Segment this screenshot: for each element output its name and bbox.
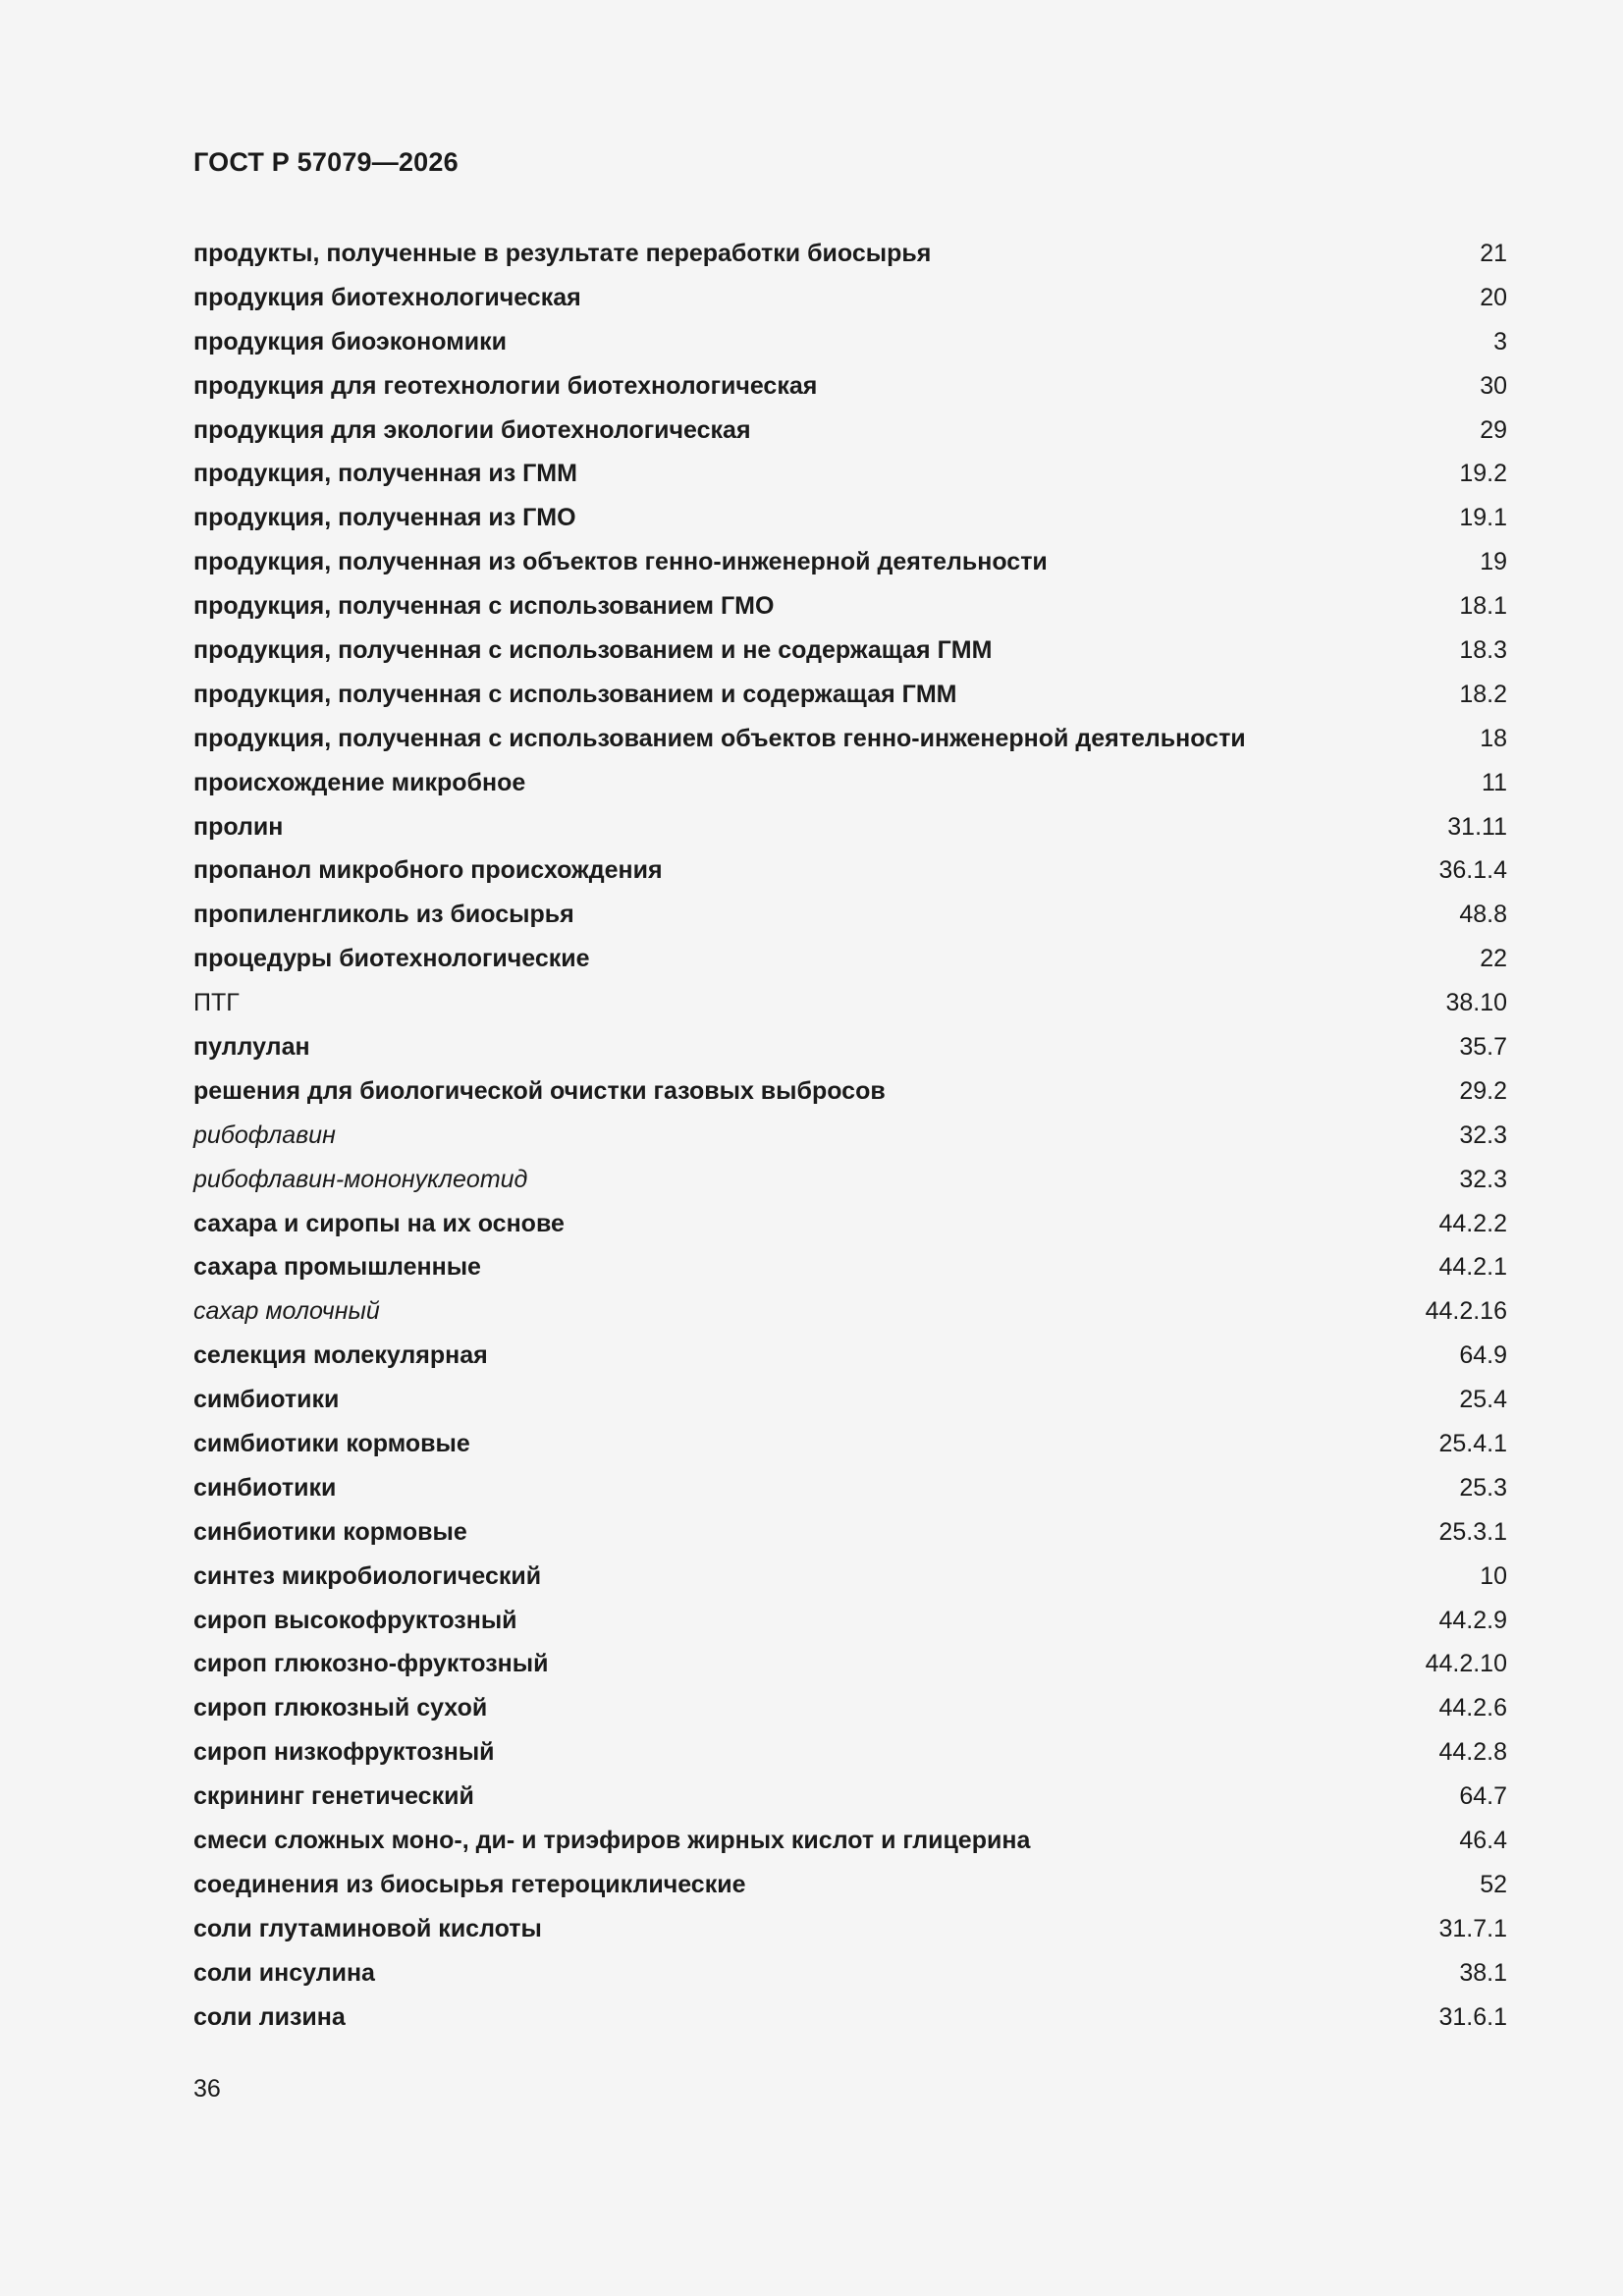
- index-entry: [193, 1422, 1507, 1466]
- index-entry: [193, 629, 1507, 673]
- index-term: симбиотики кормовые: [193, 1429, 470, 1457]
- index-entry: [193, 1069, 1507, 1114]
- index-reference: 18.1: [1459, 592, 1507, 621]
- index-term: соли лизина: [193, 2002, 346, 2031]
- index-term: рибофлавин: [193, 1121, 336, 1149]
- index-reference: 35.7: [1459, 1032, 1507, 1061]
- index-entry: [193, 1466, 1507, 1510]
- index-entry: [193, 761, 1507, 805]
- index-reference: 38.10: [1445, 989, 1507, 1017]
- index-entry: [193, 1510, 1507, 1555]
- index-entry: [193, 1995, 1507, 2040]
- index-reference: 18.2: [1459, 680, 1507, 708]
- index-term: решения для биологической очистки газовых выбросов: [193, 1076, 886, 1105]
- index-entry: [193, 276, 1507, 320]
- index-term: сироп глюкозно-фруктозный: [193, 1650, 549, 1678]
- index-term: процедуры биотехнологические: [193, 945, 590, 973]
- index-entry: [193, 673, 1507, 717]
- index-entry: [193, 1907, 1507, 1951]
- page-number: 36: [193, 2075, 221, 2103]
- index-term: продукция для экологии биотехнологическая: [193, 415, 751, 444]
- index-reference: 19: [1480, 548, 1507, 576]
- index-term: сахар молочный: [193, 1297, 380, 1326]
- index-term: рибофлавин-мононуклеотид: [193, 1165, 528, 1193]
- index-entry: [193, 1202, 1507, 1246]
- index-reference: 44.2.6: [1438, 1694, 1507, 1722]
- index-entry: [193, 409, 1507, 453]
- index-reference: 19.2: [1459, 460, 1507, 488]
- index-entry: [193, 1643, 1507, 1687]
- index-reference: 21: [1480, 239, 1507, 267]
- index-term: продукция биотехнологическая: [193, 283, 581, 311]
- index-entry: [193, 848, 1507, 893]
- index-term: продукция для геотехнологии биотехнологическая: [193, 371, 818, 400]
- index-entry: [193, 1378, 1507, 1422]
- index-term: пролин: [193, 812, 284, 841]
- index-entry: [193, 717, 1507, 761]
- index-term: продукция, полученная из ГМО: [193, 504, 576, 532]
- index-term: синбиотики: [193, 1473, 337, 1502]
- index-term: продукты, полученные в результате переработки биосырья: [193, 239, 932, 267]
- index-reference: 64.7: [1459, 1782, 1507, 1811]
- index-term: пропиленгликоль из биосырья: [193, 901, 574, 929]
- index-entry: [193, 452, 1507, 496]
- index-reference: 44.2.8: [1438, 1738, 1507, 1767]
- index-entry: [193, 320, 1507, 364]
- index-reference: 44.2.1: [1438, 1253, 1507, 1282]
- index-term: сахара промышленные: [193, 1253, 481, 1282]
- index-term: продукция, полученная с использованием и содержащая ГММ: [193, 680, 957, 708]
- index-entry: [193, 1555, 1507, 1599]
- alphabetical-index: [193, 232, 1507, 2040]
- index-reference: 25.4.1: [1438, 1429, 1507, 1457]
- index-reference: 44.2.10: [1425, 1650, 1507, 1678]
- index-term: сироп высокофруктозный: [193, 1606, 517, 1634]
- index-reference: 32.3: [1459, 1121, 1507, 1149]
- index-term: селекция молекулярная: [193, 1341, 488, 1370]
- index-term: пуллулан: [193, 1032, 310, 1061]
- index-reference: 44.2.2: [1438, 1209, 1507, 1237]
- index-entry: [193, 1775, 1507, 1819]
- index-term: продукция, полученная из ГММ: [193, 460, 577, 488]
- index-entry: [193, 1334, 1507, 1378]
- index-reference: 44.2.9: [1438, 1606, 1507, 1634]
- index-entry: [193, 584, 1507, 629]
- index-reference: 36.1.4: [1438, 856, 1507, 885]
- index-entry: [193, 232, 1507, 276]
- index-entry: [193, 1025, 1507, 1069]
- index-term: соединения из биосырья гетероциклические: [193, 1870, 746, 1898]
- index-reference: 25.3.1: [1438, 1517, 1507, 1546]
- index-reference: 52: [1480, 1870, 1507, 1898]
- index-reference: 25.4: [1459, 1386, 1507, 1414]
- index-reference: 64.9: [1459, 1341, 1507, 1370]
- index-term: ПТГ: [193, 989, 240, 1017]
- index-term: продукция, полученная с использованием ГМО: [193, 592, 775, 621]
- index-term: происхождение микробное: [193, 768, 526, 796]
- index-entry: [193, 1158, 1507, 1202]
- index-entry: [193, 364, 1507, 409]
- index-entry: [193, 1289, 1507, 1334]
- index-entry: [193, 937, 1507, 981]
- index-term: соли инсулина: [193, 1958, 375, 1987]
- index-entry: [193, 1599, 1507, 1643]
- index-reference: 10: [1480, 1561, 1507, 1590]
- index-entry: [193, 1819, 1507, 1863]
- index-reference: 31.11: [1447, 812, 1507, 841]
- index-term: сироп низкофруктозный: [193, 1738, 495, 1767]
- index-term: продукция биоэкономики: [193, 327, 507, 355]
- index-entry: [193, 805, 1507, 849]
- index-reference: 18.3: [1459, 635, 1507, 664]
- index-term: продукция, полученная из объектов генно-инженерной деятельности: [193, 548, 1048, 576]
- index-reference: 20: [1480, 283, 1507, 311]
- index-term: сироп глюкозный сухой: [193, 1694, 488, 1722]
- index-reference: 18: [1480, 724, 1507, 752]
- index-reference: 46.4: [1459, 1827, 1507, 1854]
- index-entry: [193, 893, 1507, 937]
- index-term: симбиотики: [193, 1386, 340, 1414]
- index-reference: 38.1: [1459, 1958, 1507, 1987]
- index-entry: [193, 540, 1507, 584]
- index-reference: 3: [1493, 327, 1507, 355]
- index-term: продукция, полученная с использованием и не содержащая ГММ: [193, 635, 993, 664]
- index-term: пропанол микробного происхождения: [193, 856, 663, 885]
- index-term: смеси сложных моно-, ди- и триэфиров жирных кислот и глицерина: [193, 1827, 1031, 1854]
- index-entry: [193, 1730, 1507, 1775]
- index-reference: 48.8: [1459, 901, 1507, 929]
- index-reference: 19.1: [1459, 504, 1507, 532]
- index-term: скрининг генетический: [193, 1782, 474, 1811]
- index-reference: 44.2.16: [1425, 1297, 1507, 1326]
- index-reference: 25.3: [1459, 1473, 1507, 1502]
- index-entry: [193, 1863, 1507, 1907]
- index-reference: 32.3: [1459, 1165, 1507, 1193]
- index-entry: [193, 1114, 1507, 1158]
- index-reference: 30: [1480, 371, 1507, 400]
- index-reference: 31.7.1: [1438, 1914, 1507, 1942]
- index-term: продукция, полученная с использованием объектов генно-инженерной деятельности: [193, 724, 1246, 752]
- index-term: соли глутаминовой кислоты: [193, 1914, 542, 1942]
- index-entry: [193, 1686, 1507, 1730]
- index-reference: 29: [1480, 415, 1507, 444]
- index-reference: 11: [1482, 768, 1507, 796]
- index-entry: [193, 496, 1507, 540]
- index-entry: [193, 1245, 1507, 1289]
- index-reference: 22: [1480, 945, 1507, 973]
- index-term: синбиотики кормовые: [193, 1517, 467, 1546]
- index-term: сахара и сиропы на их основе: [193, 1209, 565, 1237]
- document-header: ГОСТ Р 57079—2026: [193, 147, 459, 177]
- index-reference: 29.2: [1459, 1076, 1507, 1105]
- index-entry: [193, 981, 1507, 1025]
- index-entry: [193, 1951, 1507, 1995]
- index-term: синтез микробиологический: [193, 1561, 542, 1590]
- index-reference: 31.6.1: [1438, 2002, 1507, 2031]
